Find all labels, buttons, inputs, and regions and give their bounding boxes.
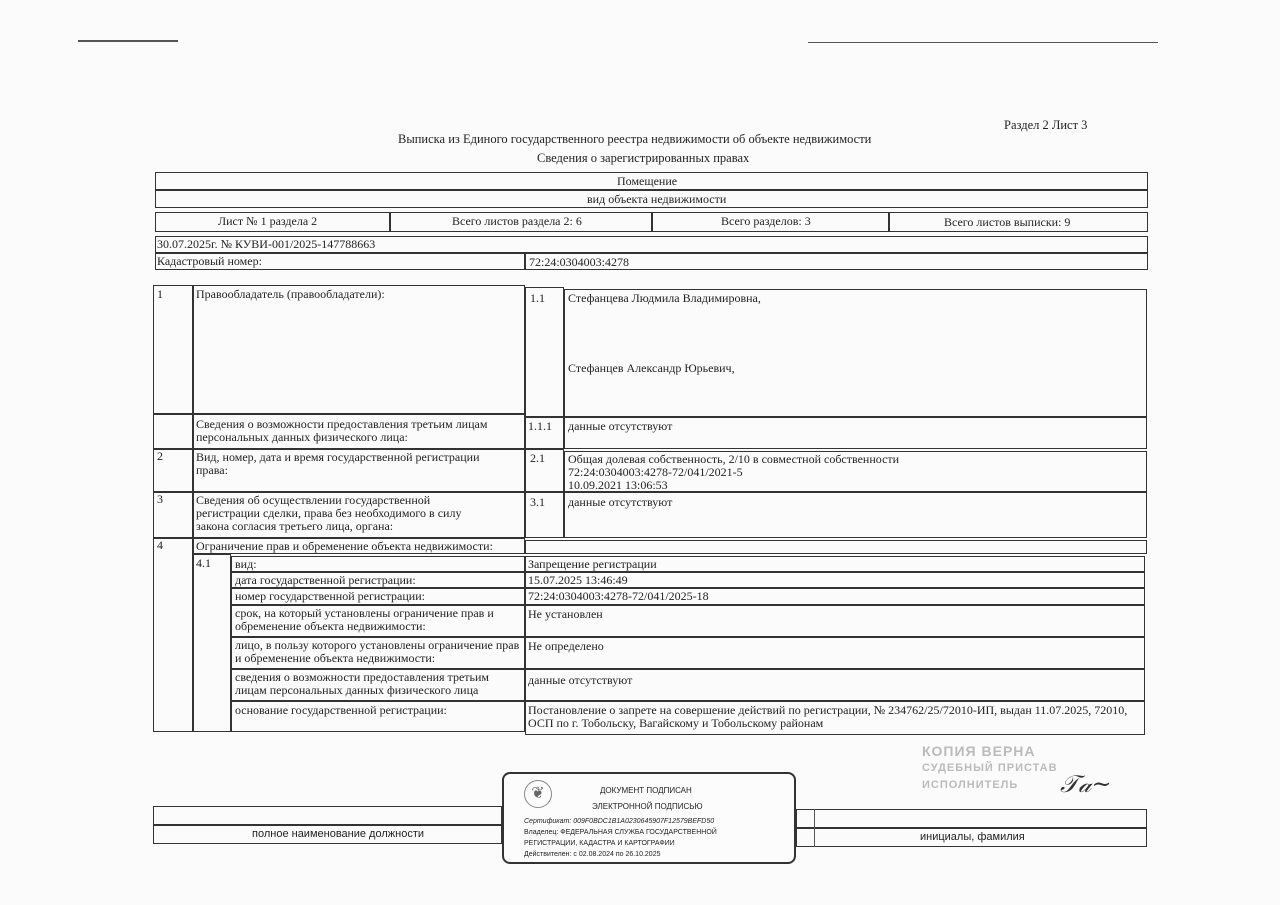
row-1-sub: 1.1 (530, 291, 545, 305)
row-1-value-cell (564, 289, 1147, 417)
restriction-value: Не определено (528, 639, 604, 653)
section-sheet-label: Раздел 2 Лист 3 (1004, 118, 1088, 132)
document-subtitle: Сведения о зарегистрированных правах (537, 151, 750, 165)
stamp-line-1: ДОКУМЕНТ ПОДПИСАН (600, 786, 692, 795)
object-type-caption: вид объекта недвижимости (587, 192, 727, 206)
object-type-value: Помещение (617, 174, 678, 188)
stamp-owner-2: РЕГИСТРАЦИИ, КАДАСТРА И КАРТОГРАФИИ (524, 840, 675, 847)
restriction-value: Не установлен (528, 607, 603, 621)
cadastral-label: Кадастровый номер: (157, 254, 262, 268)
eagle-emblem-icon: ❦ (524, 780, 552, 808)
row-3-label: Сведения об осуществлении государственной регистрации сделки, права без необходимого в силу закона согласия третьего лица, органа: (196, 493, 462, 533)
restriction-label: лицо, в пользу которого установлены ограничение прав и обременение объекта недвижимости: (235, 638, 520, 665)
row-3-num: 3 (157, 492, 163, 506)
restriction-value: 15.07.2025 13:46:49 (528, 573, 628, 587)
footer-position-caption: полное наименование должности (252, 828, 425, 840)
row-1-sub-cell (525, 287, 564, 417)
copy-certified-seal-line-2: СУДЕБНЫЙ ПРИСТАВ (922, 762, 1058, 774)
total-sheets-section: Всего листов раздела 2: 6 (452, 214, 582, 228)
row-2-sub: 2.1 (530, 451, 545, 465)
owner-2: Стефанцев Александр Юрьевич, (568, 361, 735, 375)
row-1-num-cell (153, 285, 193, 414)
row-2-label: Вид, номер, дата и время государственной регистрации права: (196, 450, 480, 477)
restriction-label: основание государственной регистрации: (235, 703, 447, 717)
row-1-1-1-label: Сведения о возможности предоставления третьим лицам персональных данных физического лица: (196, 417, 488, 444)
restriction-item-value-cell (525, 637, 1145, 669)
stamp-certificate: Сертификат: 009F0BDC1B1A0230645907F12579BEFD50 (524, 818, 715, 825)
signature: 𝒯𝒶~ (1060, 770, 1112, 798)
copy-certified-seal-line-1: КОПИЯ ВЕРНА (922, 743, 1036, 759)
restriction-value: Постановление о запрете на совершение действий по регистрации, № 234762/25/72010-ИП, выдан 11.07.2025, 72010, ОСП по г. Тобольску, Вагайскому и Тобольскому районам (528, 703, 1128, 730)
row-2-right-type: Общая долевая собственность, 2/10 в совместной собственности (568, 452, 900, 466)
row-1-label-cell (193, 285, 525, 414)
footer-name-cell-top (796, 809, 1147, 828)
row-4-1-sub: 4.1 (196, 556, 211, 570)
row-2-reg-number: 72:24:0304003:4278-72/041/2021-5 (568, 465, 743, 479)
row-4-1-sub-cell (193, 554, 231, 732)
scan-line-right (808, 42, 1158, 43)
total-sections: Всего разделов: 3 (721, 214, 811, 228)
row-3-sub: 3.1 (530, 495, 545, 509)
restriction-label: срок, на который установлены ограничение прав и обременение объекта недвижимости: (235, 606, 494, 633)
row-1-1-1-value: данные отсутствуют (568, 419, 673, 433)
doc-ref: 30.07.2025г. № КУВИ-001/2025-147788663 (157, 237, 376, 251)
row-2-num: 2 (157, 449, 163, 463)
footer-name-caption: инициалы, фамилия (920, 831, 1025, 843)
scan-line-left (78, 40, 178, 42)
stamp-validity: Действителен: с 02.08.2024 по 26.10.2025 (524, 851, 661, 858)
stamp-line-2: ЭЛЕКТРОННОЙ ПОДПИСЬЮ (592, 802, 703, 811)
row-1-label: Правообладатель (правообладатели): (196, 287, 385, 301)
restriction-label: вид: (235, 557, 257, 571)
restriction-item (231, 556, 525, 572)
row-4-num-cell (153, 538, 193, 732)
row-4-num: 4 (157, 538, 163, 552)
restriction-label: дата государственной регистрации: (235, 573, 416, 587)
sheet-number: Лист № 1 раздела 2 (218, 214, 318, 228)
total-sheets: Всего листов выписки: 9 (944, 215, 1071, 229)
row-4-value-cell (525, 540, 1147, 554)
electronic-signature-stamp (502, 772, 796, 864)
owner-1: Стефанцева Людмила Владимировна, (568, 291, 761, 305)
cadastral-number: 72:24:0304003:4278 (529, 255, 630, 269)
row-1-num: 1 (157, 287, 163, 301)
restriction-value: Запрещение регистрации (528, 557, 657, 571)
restriction-label: сведения о возможности предоставления третьим лицам персональных данных физического лица (235, 670, 490, 697)
row-3-value: данные отсутствуют (568, 495, 673, 509)
document-title: Выписка из Единого государственного реестра недвижимости об объекте недвижимости (398, 132, 872, 146)
row-2-reg-date: 10.09.2021 13:06:53 (568, 478, 668, 492)
restriction-value: данные отсутствуют (528, 673, 633, 687)
restriction-value: 72:24:0304003:4278-72/041/2025-18 (528, 589, 709, 603)
row-1-1-1-num-cell (153, 414, 193, 449)
row-4-label: Ограничение прав и обременение объекта недвижимости: (196, 539, 493, 553)
footer-name-divider (814, 809, 815, 847)
restriction-label: номер государственной регистрации: (235, 589, 425, 603)
restriction-item-value-cell (525, 605, 1145, 637)
copy-certified-seal-line-3: ИСПОЛНИТЕЛЬ (922, 779, 1019, 791)
stamp-owner-1: Владелец: ФЕДЕРАЛЬНАЯ СЛУЖБА ГОСУДАРСТВЕННОЙ (524, 829, 717, 836)
row-1-1-1-sub: 1.1.1 (528, 419, 552, 433)
footer-position-cell-top (153, 806, 502, 825)
